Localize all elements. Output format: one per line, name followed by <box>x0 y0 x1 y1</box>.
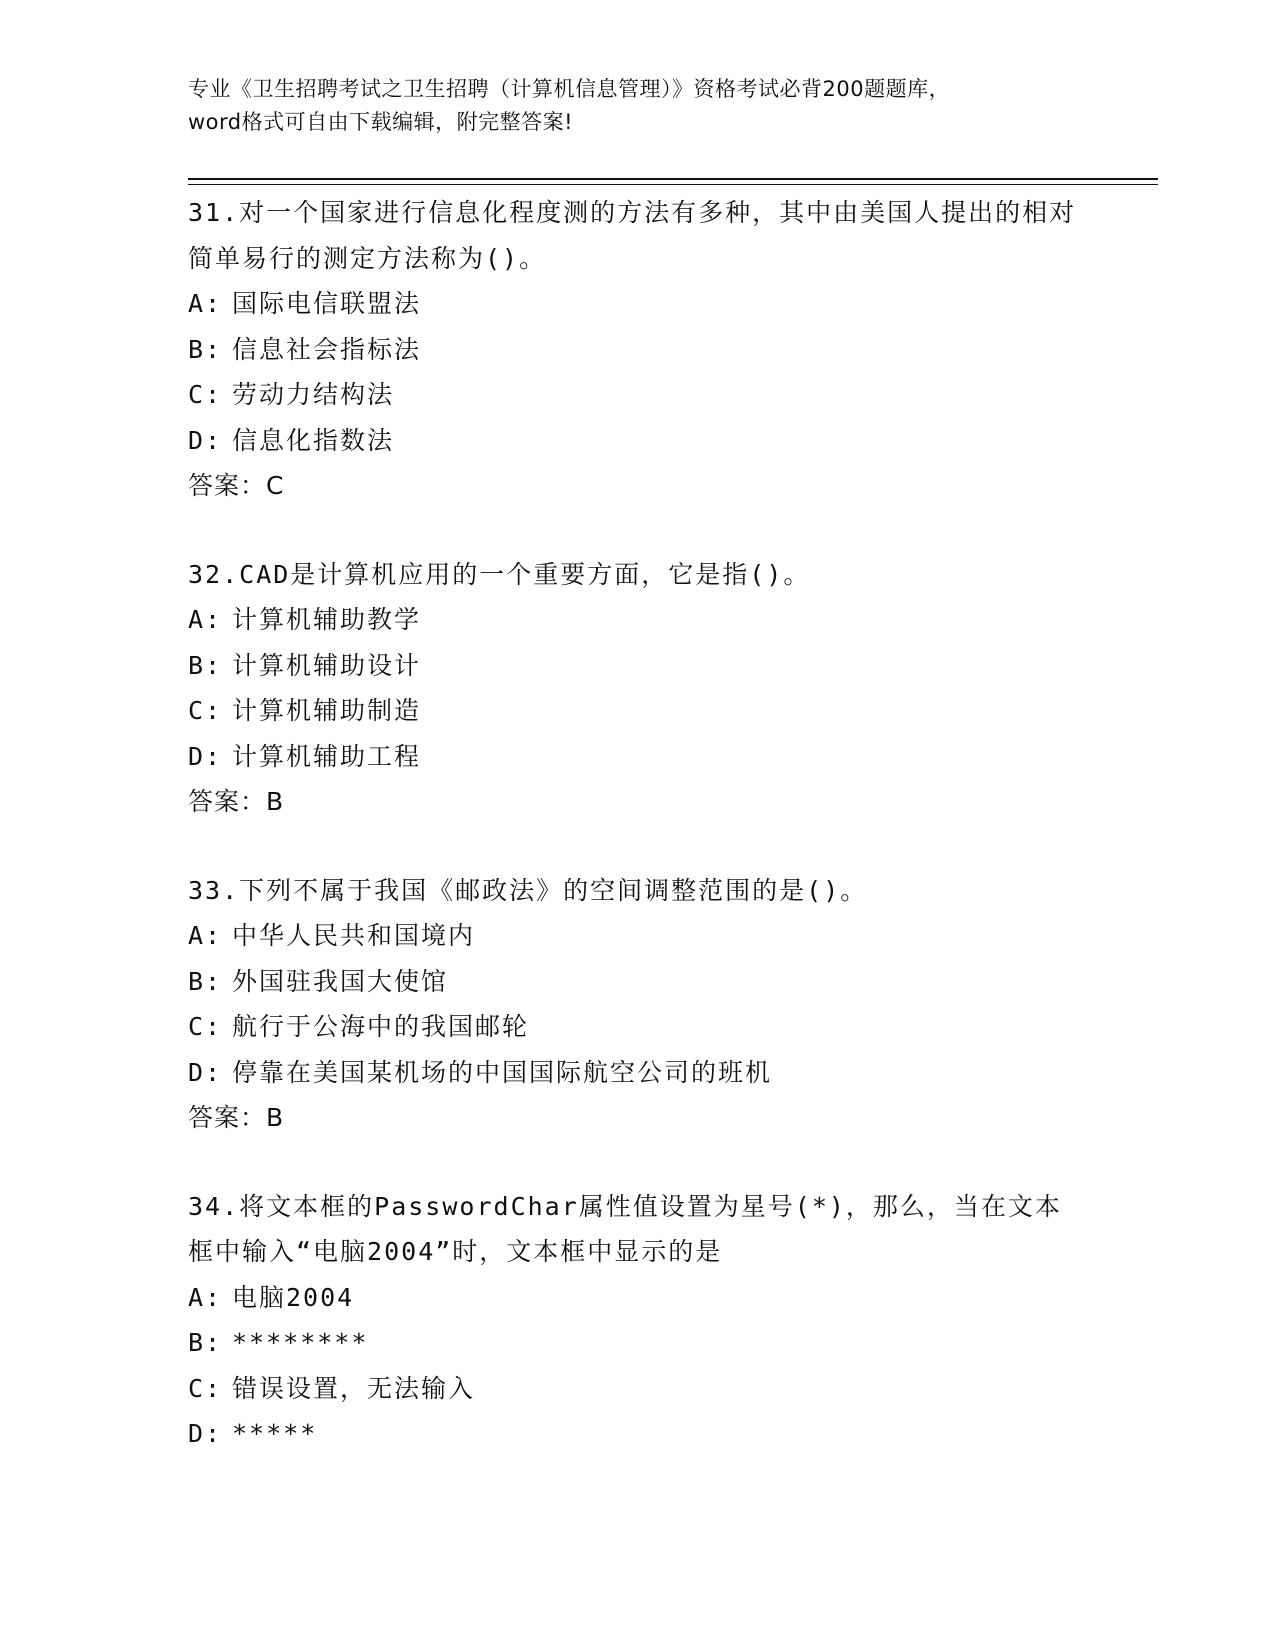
option-d <box>188 1411 1088 1457</box>
question-list <box>188 190 1088 1500</box>
option-text: 错误设置，无法输入 <box>232 1373 476 1403</box>
option-letter: A: <box>188 1282 223 1312</box>
option-letter: A: <box>188 289 223 318</box>
document-header <box>188 73 1088 139</box>
option-text: 国际电信联盟法 <box>232 289 422 318</box>
question-stem: 33.下列不属于我国《邮政法》的空间调整范围的是()。 <box>188 875 868 905</box>
option-c <box>188 372 1088 418</box>
option-a <box>188 913 1088 959</box>
option-b <box>188 959 1088 1005</box>
option-b <box>188 1320 1088 1366</box>
option-text: 计算机辅助制造 <box>232 696 422 725</box>
option-text: 计算机辅助教学 <box>232 605 422 634</box>
option-letter: A: <box>188 605 223 634</box>
option-letter: C: <box>188 380 223 409</box>
option-letter: C: <box>188 1373 223 1403</box>
option-letter: A: <box>188 921 223 950</box>
option-letter: B: <box>188 966 223 996</box>
option-c <box>188 688 1088 734</box>
option-letter: B: <box>188 334 223 364</box>
option-text: 外国驻我国大使馆 <box>232 966 449 996</box>
answer-line: 答案：C <box>188 471 285 500</box>
option-text: 信息化指数法 <box>232 425 395 455</box>
option-d <box>188 1050 1088 1096</box>
answer-line: 答案：B <box>188 787 285 816</box>
question-31 <box>188 190 1088 509</box>
header-line-2: word格式可自由下载编辑，附完整答案! <box>188 110 574 134</box>
option-text: 计算机辅助工程 <box>232 741 422 771</box>
option-letter: C: <box>188 696 223 725</box>
option-text: 电脑2004 <box>232 1282 355 1312</box>
question-stem: 34.将文本框的PasswordChar属性值设置为星号(*)，那么，当在文本框中输入“电脑2004”时，文本框中显示的是 <box>188 1191 1062 1266</box>
option-letter: D: <box>188 741 223 771</box>
option-letter: B: <box>188 1328 223 1357</box>
option-text: 停靠在美国某机场的中国国际航空公司的班机 <box>232 1057 773 1087</box>
option-c <box>188 1004 1088 1050</box>
option-letter: D: <box>188 1057 223 1087</box>
option-text: 计算机辅助设计 <box>232 650 422 680</box>
question-32 <box>188 552 1088 825</box>
question-33 <box>188 868 1088 1141</box>
option-text: 劳动力结构法 <box>232 380 395 409</box>
option-b <box>188 327 1088 373</box>
option-a <box>188 1275 1088 1321</box>
option-d <box>188 734 1088 780</box>
question-stem: 32.CAD是计算机应用的一个重要方面，它是指()。 <box>188 559 811 589</box>
answer-line: 答案：B <box>188 1103 285 1132</box>
option-d <box>188 418 1088 464</box>
option-b <box>188 643 1088 689</box>
option-letter: D: <box>188 1419 223 1448</box>
option-c <box>188 1366 1088 1412</box>
option-text: ******** <box>232 1328 369 1357</box>
option-a <box>188 281 1088 327</box>
option-a <box>188 597 1088 643</box>
question-34 <box>188 1184 1088 1457</box>
option-letter: D: <box>188 425 223 455</box>
option-text: 信息社会指标法 <box>232 334 422 364</box>
header-line-1: 专业《卫生招聘考试之卫生招聘（计算机信息管理）》资格考试必背200题题库， <box>188 77 951 101</box>
option-letter: C: <box>188 1012 223 1041</box>
header-divider-thick <box>188 178 1158 180</box>
option-text: 中华人民共和国境内 <box>232 921 476 950</box>
header-divider-thin <box>188 184 1158 185</box>
question-stem: 31.对一个国家进行信息化程度测的方法有多种，其中由美国人提出的相对简单易行的测定方法称为()。 <box>188 198 1077 273</box>
option-text: 航行于公海中的我国邮轮 <box>232 1012 530 1041</box>
option-letter: B: <box>188 650 223 680</box>
option-text: ***** <box>232 1419 318 1448</box>
